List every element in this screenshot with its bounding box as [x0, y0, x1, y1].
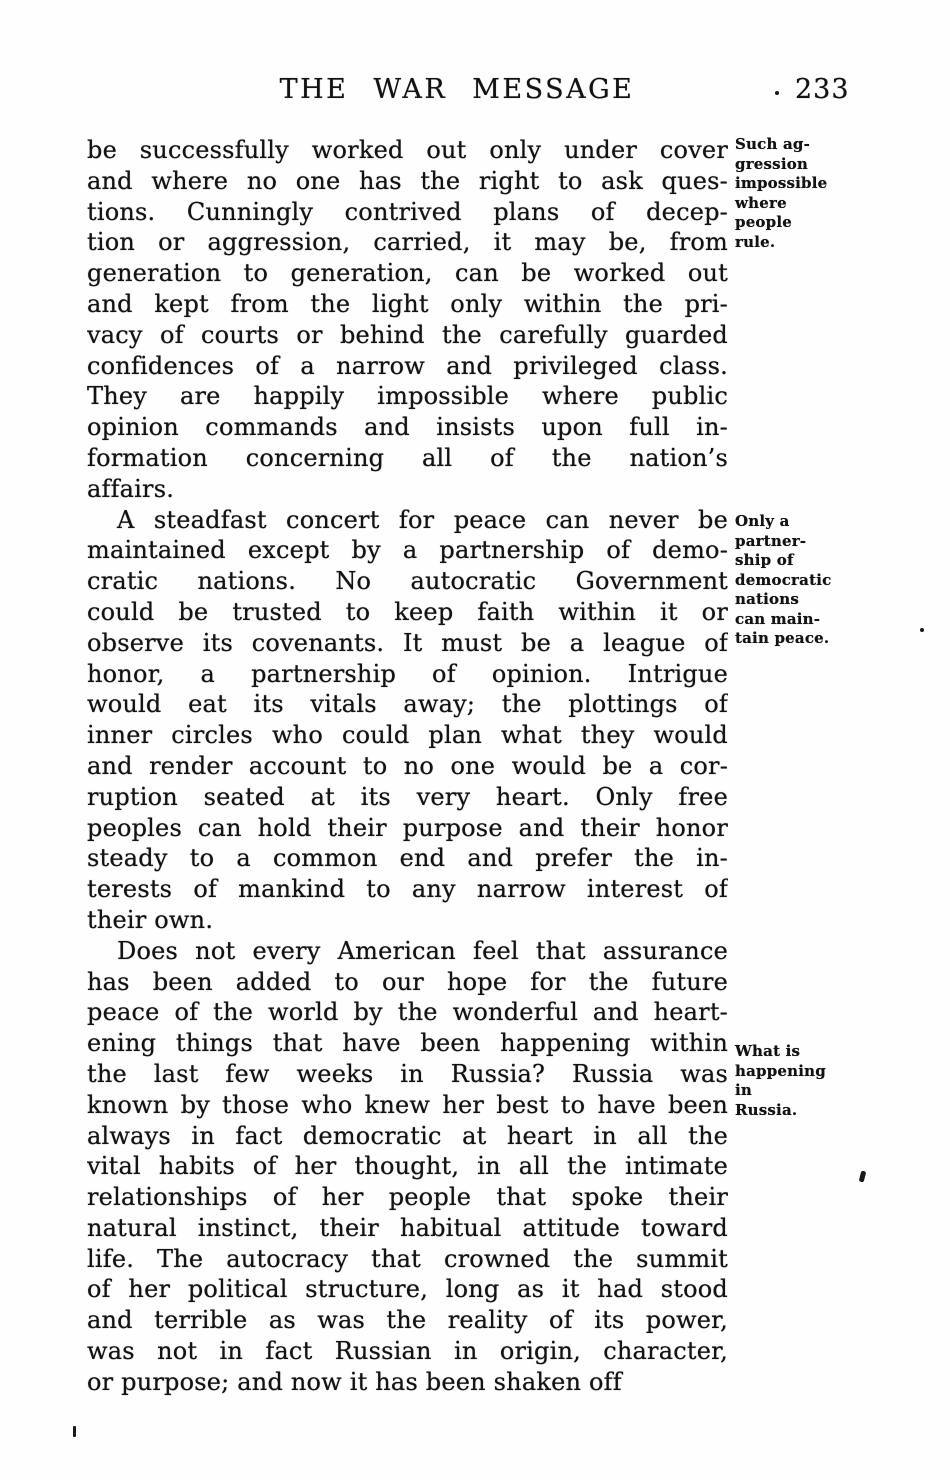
text-line: terests of mankind to any narrow interest of	[87, 875, 728, 904]
sidenote-line: happening	[735, 1061, 826, 1080]
text-line: of her political structure, long as it had stood	[87, 1275, 728, 1304]
sidenote-line: Only a	[735, 512, 790, 530]
text-line: be successfully worked out only under cover	[87, 136, 728, 164]
text-line: opinion commands and insists upon full in-	[87, 413, 728, 442]
text-line: the last few weeks in Russia? Russia was	[87, 1059, 728, 1088]
text-line: cratic nations. No autocratic Government	[87, 567, 728, 596]
text-line: could be trusted to keep faith within it or	[87, 597, 728, 626]
text-line: and where no one has the right to ask ques-	[87, 166, 728, 195]
text-line: formation concerning all of the nation’s	[87, 443, 728, 472]
sidenote-line: democratic	[735, 570, 832, 589]
page-number: 233	[795, 74, 850, 105]
sidenote-line: gression	[735, 154, 809, 173]
sidenote-line: ship of	[735, 551, 794, 569]
text-line: ruption seated at its very heart. Only free	[87, 782, 728, 811]
text-line: relationships of her people that spoke their	[87, 1183, 728, 1212]
sidenote-line: Such ag-	[735, 135, 811, 153]
text-line: was not in fact Russian in origin, character,	[87, 1337, 728, 1366]
paragraph	[87, 135, 728, 505]
sidenote-line: nations	[735, 590, 800, 608]
text-line: vacy of courts or behind the carefully guarded	[87, 320, 728, 349]
page-title: THE WAR MESSAGE	[279, 74, 635, 105]
text-line: natural instinct, their habitual attitude toward	[87, 1213, 728, 1242]
text-line: honor, a partnership of opinion. Intrigue	[87, 659, 728, 688]
scan-speck	[920, 628, 924, 632]
text-line: or purpose; and now it has been shaken off	[87, 1367, 622, 1396]
text-line: and render account to no one would be a cor-	[87, 751, 728, 780]
text-line: affairs.	[87, 474, 175, 503]
text-line: They are happily impossible where public	[87, 382, 728, 411]
text-column	[87, 135, 728, 1398]
sidenote-line: rule.	[735, 232, 776, 251]
text-line: Does not every American feel that assurance	[117, 936, 728, 965]
text-line: always in fact democratic at heart in all the	[87, 1121, 728, 1150]
sidenote-line: What is	[735, 1042, 801, 1060]
text-line: would eat its vitals away; the plottings of	[87, 690, 728, 719]
text-line: and terrible as was the reality of its power,	[87, 1306, 728, 1335]
text-line: inner circles who could plan what they would	[87, 721, 728, 750]
sidenote	[735, 512, 895, 649]
paragraph	[87, 505, 728, 936]
text-line: A steadfast concert for peace can never be	[117, 505, 728, 534]
text-line: confidences of a narrow and privileged class.	[87, 351, 728, 380]
scan-speck	[859, 1171, 867, 1183]
sidenote-line: partner-	[735, 531, 807, 550]
text-line: tion or aggression, carried, it may be, from	[87, 228, 728, 257]
sidenote	[735, 1042, 895, 1120]
text-line: peace of the world by the wonderful and heart-	[87, 998, 728, 1027]
sidenote-line: people	[735, 213, 792, 231]
text-line: ening things that have been happening within	[87, 1029, 728, 1058]
text-line: generation to generation, can be worked out	[87, 259, 728, 288]
text-line: peoples can hold their purpose and their honor	[87, 813, 728, 842]
text-line: known by those who knew her best to have been	[87, 1090, 728, 1119]
text-line: steady to a common end and prefer the in-	[87, 844, 728, 873]
scan-speck	[73, 1426, 76, 1437]
paragraph	[87, 936, 728, 1398]
text-line: and kept from the light only within the pri-	[87, 289, 728, 318]
text-line: tions. Cunningly contrived plans of decep-	[87, 197, 728, 226]
sidenote-line: impossible	[735, 174, 828, 192]
sidenote-line: tain peace.	[735, 629, 830, 647]
sidenote-line: where	[735, 193, 787, 212]
sidenote	[735, 135, 895, 252]
sidenote-line: in	[735, 1081, 753, 1099]
text-line: maintained except by a partnership of demo-	[87, 536, 728, 565]
sidenote-line: can main-	[735, 609, 821, 628]
sidenote-line: Russia.	[735, 1100, 798, 1119]
text-line: life. The autocracy that crowned the summit	[87, 1244, 728, 1273]
text-line: vital habits of her thought, in all the intimate	[87, 1152, 728, 1181]
text-line: observe its covenants. It must be a league of	[87, 628, 728, 657]
text-line: their own.	[87, 905, 214, 934]
scan-speck	[775, 91, 779, 95]
text-line: has been added to our hope for the future	[87, 967, 728, 996]
